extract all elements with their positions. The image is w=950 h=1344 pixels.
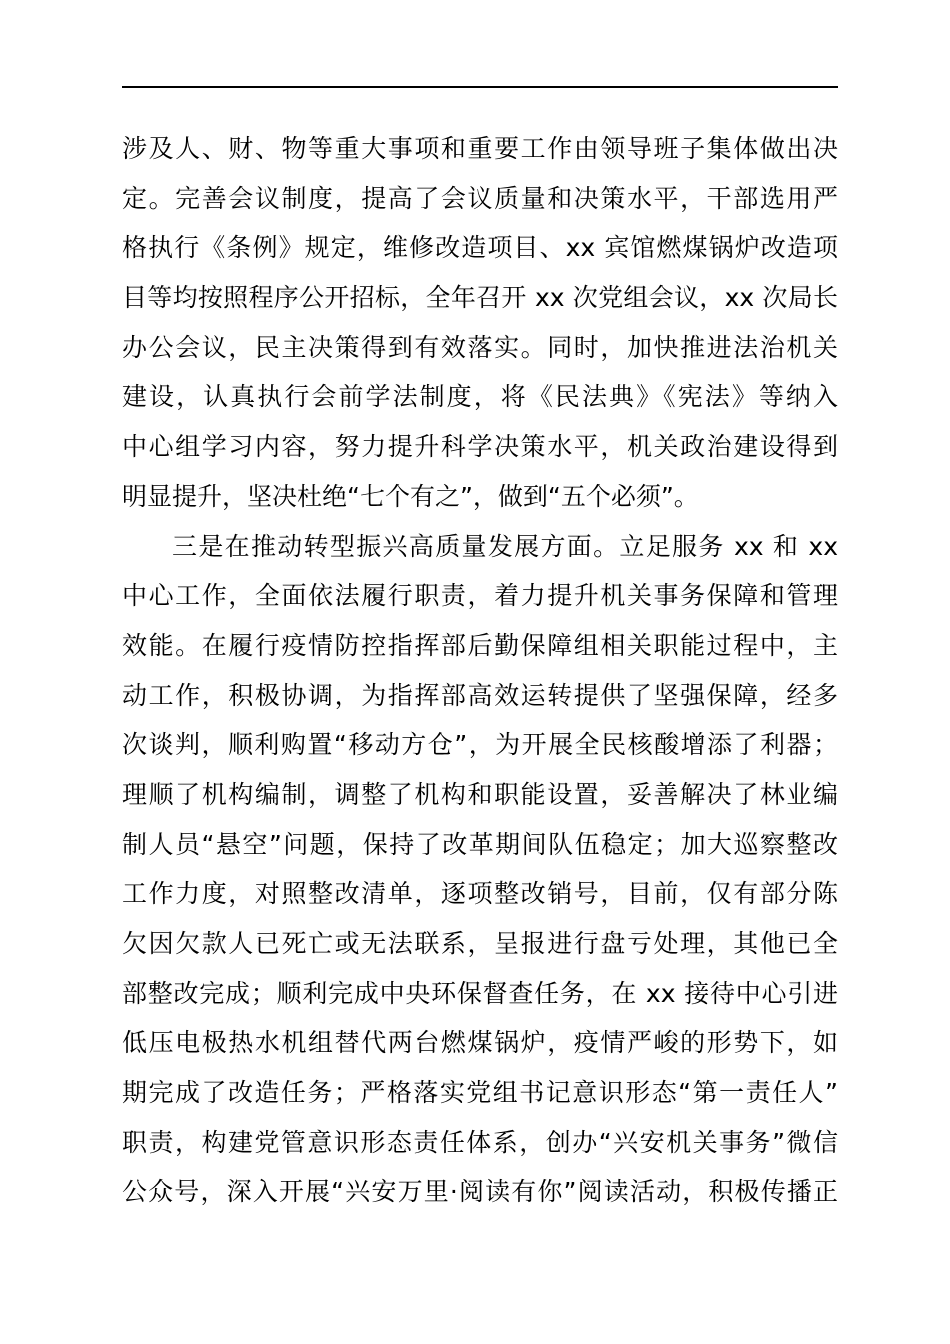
text-line: 工作力度，对照整改清单，逐项整改销号，目前，仅有部分陈 xyxy=(122,879,838,909)
header-rule xyxy=(122,86,838,88)
text-line: 中心工作，全面依法履行职责，着力提升机关事务保障和管理 xyxy=(122,581,838,611)
text-line: 格执行《条例》规定，维修改造项目、xx 宾馆燃煤锅炉改造项 xyxy=(122,233,838,263)
text-line: 期完成了改造任务；严格落实党组书记意识形态“第一责任人” xyxy=(122,1078,838,1108)
text-line: 部整改完成；顺利完成中央环保督查任务，在 xx 接待中心引进 xyxy=(122,978,838,1008)
text-line: 定。完善会议制度，提高了会议质量和决策水平，干部选用严 xyxy=(122,183,838,213)
text-line: 办公会议，民主决策得到有效落实。同时，加快推进法治机关 xyxy=(122,332,838,362)
text-line: 低压电极热水机组替代两台燃煤锅炉，疫情严峻的形势下，如 xyxy=(122,1028,838,1058)
text-line: 目等均按照程序公开招标，全年召开 xx 次党组会议，xx 次局长 xyxy=(122,283,838,313)
text-line: 动工作，积极协调，为指挥部高效运转提供了坚强保障，经多 xyxy=(122,680,838,710)
text-line: 涉及人、财、物等重大事项和重要工作由领导班子集体做出决 xyxy=(122,134,838,163)
text-line: 理顺了机构编制，调整了机构和职能设置，妥善解决了林业编 xyxy=(122,779,838,809)
text-line: 制人员“悬空”问题，保持了改革期间队伍稳定；加大巡察整改 xyxy=(122,829,838,859)
paragraph-end-line: 明显提升，坚决杜绝“七个有之”，做到“五个必须”。 xyxy=(122,481,699,511)
text-line: 职责，构建党管意识形态责任体系，创办“兴安机关事务”微信 xyxy=(122,1127,838,1157)
text-line: 中心组学习内容，努力提升科学决策水平，机关政治建设得到 xyxy=(122,432,838,462)
document-body xyxy=(122,124,838,1217)
text-line: 欠因欠款人已死亡或无法联系，呈报进行盘亏处理，其他已全 xyxy=(122,929,838,958)
text-line: 公众号，深入开展“兴安万里·阅读有你”阅读活动，积极传播正 xyxy=(122,1177,838,1207)
text-line: 建设，认真执行会前学法制度，将《民法典》《宪法》等纳入 xyxy=(122,382,838,412)
paragraph-start-line: 三是在推动转型振兴高质量发展方面。立足服务 xx 和 xx xyxy=(172,531,838,561)
text-line: 效能。在履行疫情防控指挥部后勤保障组相关职能过程中，主 xyxy=(122,630,838,660)
text-line: 次谈判，顺利购置“移动方仓”，为开展全民核酸增添了利器； xyxy=(122,730,838,760)
